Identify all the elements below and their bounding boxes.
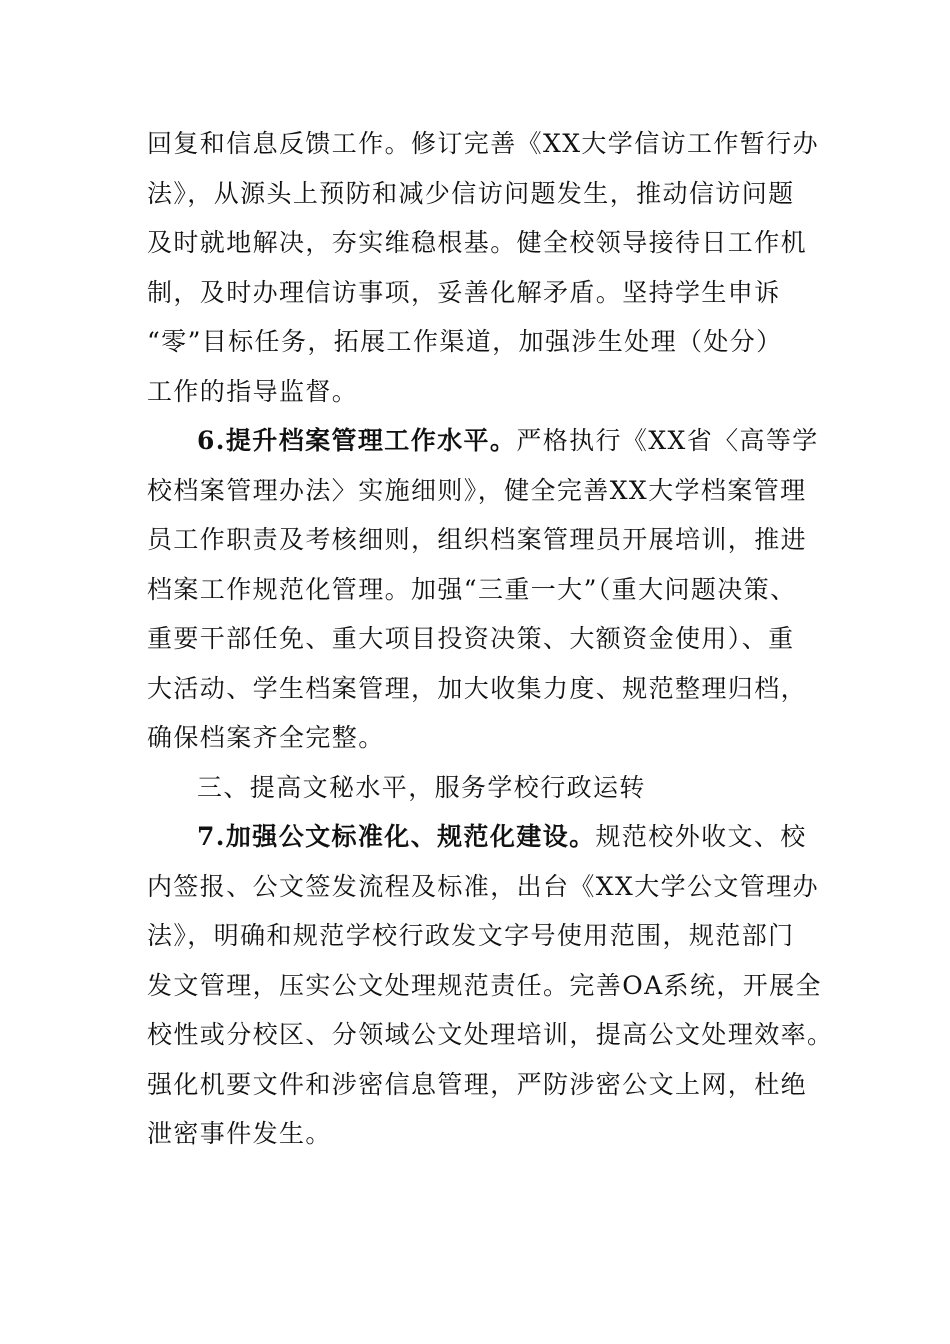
text-line: 确保档案齐全完整。 xyxy=(147,723,385,752)
text-line: 法》，明确和规范学校行政发文字号使用范围，规范部门 xyxy=(147,921,795,950)
paragraph-heading: 6.提升档案管理工作水平。 xyxy=(197,426,517,455)
text-line: 内签报、公文签发流程及标准，出台《XX大学公文管理办 xyxy=(147,871,819,901)
text-line: 校性或分校区、分领域公文处理培训，提高公文处理效率。 xyxy=(147,1020,834,1049)
text-line: “零”目标任务，拓展工作渠道，加强涉生处理（处分） xyxy=(147,327,783,356)
text-line: 员工作职责及考核细则，组织档案管理员开展培训，推进 xyxy=(147,525,808,554)
text-line: 及时就地解决，夯实维稳根基。健全校领导接待日工作机 xyxy=(147,228,808,257)
text-line: 法》，从源头上预防和减少信访问题发生，推动信访问题 xyxy=(147,178,795,208)
paragraph-text: 严格执行《XX省〈高等学 xyxy=(516,426,819,455)
text-line xyxy=(147,416,817,466)
paragraph-letters-and-visits xyxy=(147,119,817,416)
paragraph-text: 规范校外收文、校 xyxy=(595,822,807,851)
text-line: 强化机要文件和涉密信息管理，严防涉密公文上网，杜绝 xyxy=(147,1069,808,1099)
section-heading: 三、提高文秘水平，服务学校行政运转 xyxy=(197,772,646,802)
text-line: 档案工作规范化管理。加强“三重一大”（重大问题决策、 xyxy=(147,574,797,604)
text-line: 发文管理，压实公文处理规范责任。完善OA系统，开展全 xyxy=(147,970,822,1000)
text-line: 重要干部任免、重大项目投资决策、大额资金使用）、重 xyxy=(147,624,795,653)
text-line xyxy=(147,812,817,862)
text-line: 制，及时办理信访事项，妥善化解矛盾。坚持学生申诉 xyxy=(147,277,781,307)
document-body xyxy=(147,119,834,1159)
paragraph-archive-management xyxy=(147,416,817,763)
text-line: 泄密事件发生。 xyxy=(147,1119,332,1148)
text-line: 回复和信息反馈工作。修订完善《XX大学信访工作暂行办 xyxy=(147,129,819,158)
paragraph-heading: 7.加强公文标准化、规范化建设。 xyxy=(197,822,596,851)
text-line: 工作的指导监督。 xyxy=(147,376,359,406)
text-line: 校档案管理办法〉实施细则》，健全完善XX大学档案管理 xyxy=(147,475,807,505)
text-line: 大活动、学生档案管理，加大收集力度、规范整理归档， xyxy=(147,673,808,703)
paragraph-official-documents xyxy=(147,812,834,1159)
